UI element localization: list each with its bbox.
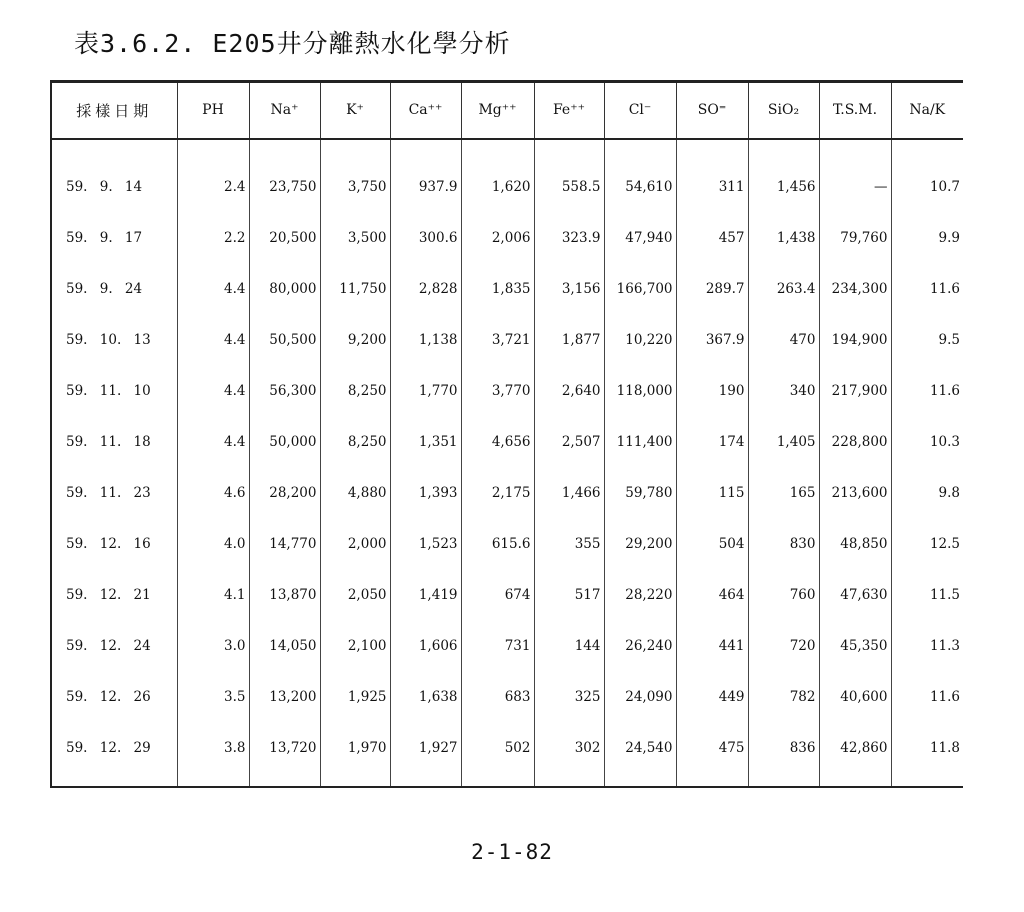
column-header: Cl⁻: [604, 82, 676, 139]
table-cell: 3,750: [320, 139, 390, 213]
table-cell: 1,877: [534, 315, 604, 366]
table-cell: 144: [534, 621, 604, 672]
table-cell: 9.8: [891, 468, 963, 519]
table-row: [51, 139, 963, 213]
table-cell: 2.4: [177, 139, 249, 213]
table-cell: 20,500: [249, 213, 320, 264]
table-cell: 3.5: [177, 672, 249, 723]
table-cell: 80,000: [249, 264, 320, 315]
table-row: [51, 672, 963, 723]
table-cell: 937.9: [390, 139, 461, 213]
table-cell: 1,606: [390, 621, 461, 672]
table-cell: 47,940: [604, 213, 676, 264]
table-cell: 11.8: [891, 723, 963, 787]
table-cell: 367.9: [676, 315, 748, 366]
table-cell: 3.0: [177, 621, 249, 672]
table-cell: 8,250: [320, 366, 390, 417]
table-cell: 517: [534, 570, 604, 621]
table-cell: 3.8: [177, 723, 249, 787]
table-cell: 4.4: [177, 315, 249, 366]
table-cell: 1,405: [748, 417, 819, 468]
table-cell: 2,050: [320, 570, 390, 621]
table-cell: 3,721: [461, 315, 534, 366]
column-header: Mg⁺⁺: [461, 82, 534, 139]
table-cell: 166,700: [604, 264, 676, 315]
table-cell: 11,750: [320, 264, 390, 315]
table-cell: 1,523: [390, 519, 461, 570]
table-cell: 3,156: [534, 264, 604, 315]
table-cell: 59,780: [604, 468, 676, 519]
sample-date-cell: 59. 10. 13: [51, 315, 177, 366]
table-cell: 2,828: [390, 264, 461, 315]
table-row: [51, 570, 963, 621]
column-header: PH: [177, 82, 249, 139]
table-cell: 289.7: [676, 264, 748, 315]
table-cell: 10.3: [891, 417, 963, 468]
table-cell: 457: [676, 213, 748, 264]
table-cell: 355: [534, 519, 604, 570]
table-cell: 4.4: [177, 366, 249, 417]
table-cell: 9.5: [891, 315, 963, 366]
table-cell: 234,300: [819, 264, 891, 315]
table-cell: 4.4: [177, 264, 249, 315]
table-cell: 1,638: [390, 672, 461, 723]
table-cell: 1,466: [534, 468, 604, 519]
table-row: [51, 213, 963, 264]
page-number: 2-1-82: [471, 840, 553, 864]
table-cell: 190: [676, 366, 748, 417]
table-cell: 325: [534, 672, 604, 723]
table-row: [51, 468, 963, 519]
table-cell: 118,000: [604, 366, 676, 417]
table-cell: 2,507: [534, 417, 604, 468]
column-header: Ca⁺⁺: [390, 82, 461, 139]
table-cell: 1,438: [748, 213, 819, 264]
table-cell: 502: [461, 723, 534, 787]
table-cell: 42,860: [819, 723, 891, 787]
table-cell: 323.9: [534, 213, 604, 264]
table-cell: 24,540: [604, 723, 676, 787]
table-cell: 830: [748, 519, 819, 570]
sample-date-cell: 59. 12. 21: [51, 570, 177, 621]
table-cell: 263.4: [748, 264, 819, 315]
table-cell: 228,800: [819, 417, 891, 468]
table-body: [51, 139, 963, 787]
table-cell: 47,630: [819, 570, 891, 621]
table-cell: 54,610: [604, 139, 676, 213]
table-cell: 1,970: [320, 723, 390, 787]
table-row: [51, 264, 963, 315]
table-cell: 13,720: [249, 723, 320, 787]
column-header: T.S.M.: [819, 82, 891, 139]
table-cell: 311: [676, 139, 748, 213]
chemical-analysis-table: [50, 80, 963, 788]
table-cell: 40,600: [819, 672, 891, 723]
table-cell: 1,927: [390, 723, 461, 787]
table-row: [51, 315, 963, 366]
sample-date-cell: 59. 9. 17: [51, 213, 177, 264]
table-cell: 1,620: [461, 139, 534, 213]
table-cell: 4,656: [461, 417, 534, 468]
table-cell: 28,200: [249, 468, 320, 519]
table-cell: 449: [676, 672, 748, 723]
table-cell: 302: [534, 723, 604, 787]
table-cell: 1,925: [320, 672, 390, 723]
sample-date-cell: 59. 12. 29: [51, 723, 177, 787]
column-header: SiO₂: [748, 82, 819, 139]
table-cell: 194,900: [819, 315, 891, 366]
table-cell: 1,138: [390, 315, 461, 366]
column-header: K⁺: [320, 82, 390, 139]
table-cell: 23,750: [249, 139, 320, 213]
table-cell: 8,250: [320, 417, 390, 468]
table-cell: 10,220: [604, 315, 676, 366]
table-cell: 45,350: [819, 621, 891, 672]
table-cell: 340: [748, 366, 819, 417]
table-cell: 464: [676, 570, 748, 621]
table-cell: 836: [748, 723, 819, 787]
table-cell: 1,419: [390, 570, 461, 621]
column-header: Na/K: [891, 82, 963, 139]
table-row: [51, 417, 963, 468]
sample-date-cell: 59. 12. 26: [51, 672, 177, 723]
table-cell: 504: [676, 519, 748, 570]
table-cell: 720: [748, 621, 819, 672]
table-cell: 50,000: [249, 417, 320, 468]
table-cell: 3,770: [461, 366, 534, 417]
table-cell: 4.0: [177, 519, 249, 570]
sample-date-cell: 59. 12. 16: [51, 519, 177, 570]
sample-date-cell: 59. 11. 23: [51, 468, 177, 519]
table-cell: 2,100: [320, 621, 390, 672]
table-cell: 2,175: [461, 468, 534, 519]
table-cell: 9.9: [891, 213, 963, 264]
table-cell: 615.6: [461, 519, 534, 570]
chemical-analysis-table-container: [50, 80, 962, 788]
table-cell: 11.6: [891, 672, 963, 723]
table-cell: 558.5: [534, 139, 604, 213]
column-header: 採樣日期: [51, 82, 177, 139]
table-cell: 26,240: [604, 621, 676, 672]
sample-date-cell: 59. 9. 14: [51, 139, 177, 213]
table-cell: 683: [461, 672, 534, 723]
table-cell: 2,000: [320, 519, 390, 570]
table-cell: 1,770: [390, 366, 461, 417]
table-cell: 11.6: [891, 264, 963, 315]
table-cell: 11.5: [891, 570, 963, 621]
table-cell: 13,200: [249, 672, 320, 723]
table-cell: 115: [676, 468, 748, 519]
table-cell: 2.2: [177, 213, 249, 264]
column-header: Fe⁺⁺: [534, 82, 604, 139]
table-cell: 79,760: [819, 213, 891, 264]
table-cell: 760: [748, 570, 819, 621]
table-cell: 674: [461, 570, 534, 621]
table-cell: 2,006: [461, 213, 534, 264]
table-cell: 13,870: [249, 570, 320, 621]
table-cell: 24,090: [604, 672, 676, 723]
column-header: Na⁺: [249, 82, 320, 139]
table-cell: 475: [676, 723, 748, 787]
table-cell: 11.3: [891, 621, 963, 672]
table-cell: 11.6: [891, 366, 963, 417]
sample-date-cell: 59. 11. 18: [51, 417, 177, 468]
column-header: SO⁼: [676, 82, 748, 139]
table-cell: 1,351: [390, 417, 461, 468]
table-cell: 782: [748, 672, 819, 723]
table-cell: 217,900: [819, 366, 891, 417]
table-cell: 14,770: [249, 519, 320, 570]
table-cell: 12.5: [891, 519, 963, 570]
table-cell: 4.4: [177, 417, 249, 468]
table-cell: 28,220: [604, 570, 676, 621]
page-title: 表3.6.2. E205井分離熱水化學分析: [74, 29, 511, 58]
table-cell: 14,050: [249, 621, 320, 672]
table-row: [51, 723, 963, 787]
table-header-row: [51, 82, 963, 139]
table-cell: 50,500: [249, 315, 320, 366]
table-row: [51, 519, 963, 570]
table-cell: 731: [461, 621, 534, 672]
table-cell: 1,456: [748, 139, 819, 213]
table-cell: 1,393: [390, 468, 461, 519]
table-cell: 56,300: [249, 366, 320, 417]
table-cell: 9,200: [320, 315, 390, 366]
table-cell: 1,835: [461, 264, 534, 315]
table-cell: 2,640: [534, 366, 604, 417]
sample-date-cell: 59. 12. 24: [51, 621, 177, 672]
table-cell: 111,400: [604, 417, 676, 468]
table-cell: 441: [676, 621, 748, 672]
table-cell: 213,600: [819, 468, 891, 519]
sample-date-cell: 59. 11. 10: [51, 366, 177, 417]
table-cell: 4,880: [320, 468, 390, 519]
table-row: [51, 621, 963, 672]
table-cell: 300.6: [390, 213, 461, 264]
table-cell: 10.7: [891, 139, 963, 213]
table-cell: 470: [748, 315, 819, 366]
table-cell: 165: [748, 468, 819, 519]
table-cell: 48,850: [819, 519, 891, 570]
table-cell: —: [819, 139, 891, 213]
table-cell: 4.6: [177, 468, 249, 519]
table-cell: 3,500: [320, 213, 390, 264]
table-cell: 29,200: [604, 519, 676, 570]
table-cell: 174: [676, 417, 748, 468]
table-cell: 4.1: [177, 570, 249, 621]
table-row: [51, 366, 963, 417]
sample-date-cell: 59. 9. 24: [51, 264, 177, 315]
